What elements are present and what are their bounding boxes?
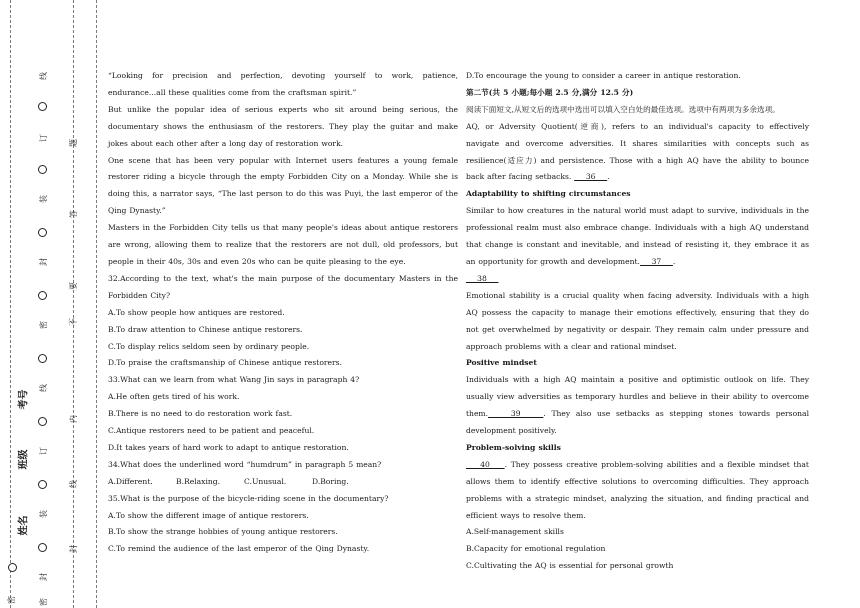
text: D.To praise the craftsmanship of Chinese antique restorers. (108, 358, 342, 368)
margin-seal-char: 密 (39, 598, 48, 606)
text: B.To draw attention to Chinese antique restorers. (108, 324, 303, 334)
text: AQ, or Adversity Quotient(逆商), refers to an individual's capacity to effectively navigate and overcome adversities. It shares similarities with concepts such as resilience(适应力) and persistence. Those with a high AQ have the ability to bounce back after facing setbacks. (466, 121, 809, 182)
text-line (108, 305, 458, 322)
text: . They possess creative problem-solving abilities and a flexible mindset that allows them to identify effective solutions to overcoming difficulties. They approach problems with a strategic mindset, analyzing the situation, and finding practical and efficient ways to resolve them. (466, 459, 809, 520)
text-line (108, 541, 458, 558)
text-line (108, 423, 458, 440)
text: 第二节(共 5 小题;每小题 2.5 分,满分 12.5 分) (466, 87, 634, 97)
binding-circle (38, 354, 47, 363)
text: C.Cultivating the AQ is essential for personal growth (466, 561, 674, 571)
text: C.To display relics seldom seen by ordinary people. (108, 341, 310, 351)
text-line (108, 271, 458, 305)
margin-warning-char: 不 (69, 318, 78, 326)
text-line (466, 440, 809, 457)
text-line (108, 508, 458, 525)
answer-blank: 36 (574, 172, 608, 182)
text-line (466, 119, 809, 187)
margin-warning-char: 封 (69, 545, 78, 553)
text-line (108, 524, 458, 541)
text: A.He often gets tired of his work. (108, 392, 240, 402)
text-line (466, 541, 809, 558)
text-line (108, 102, 458, 153)
text: B.To show the strange hobbies of young antique restorers. (108, 527, 338, 537)
text: But unlike the popular idea of serious experts who sit around being serious, the documentary shows the enthusiasm of the restorers. They play the guitar and make jokes about each other after a long day of restoration work. (108, 104, 458, 148)
margin-seal-char: 封 (39, 573, 48, 581)
margin-seal-char: 线 (39, 72, 48, 80)
margin-seal-char: 线 (39, 384, 48, 392)
text-line (466, 203, 809, 271)
text-line (466, 288, 809, 356)
text-line (108, 406, 458, 423)
text: A.Self-management skills (466, 527, 564, 537)
text-line (108, 339, 458, 356)
text: “Looking for precision and perfection, devoting yourself to work, patience, endurance...all these qualities come from the craftsman spirit.” (108, 71, 458, 97)
text-line (108, 153, 458, 221)
text: D.To encourage the young to consider a career in antique restoration. (466, 71, 741, 80)
margin-warning-char: 题 (69, 139, 78, 147)
binding-circle (38, 543, 47, 552)
binding-circle (38, 480, 47, 489)
text: D.It takes years of hard work to adapt to antique restoration. (108, 442, 349, 452)
margin-seal-char: 订 (39, 447, 48, 455)
binding-circle (8, 563, 17, 572)
text: 34.What does the underlined word “humdrum” in paragraph 5 mean? (108, 459, 382, 469)
text: 35.What is the purpose of the bicycle-riding scene in the documentary? (108, 493, 389, 503)
text: Masters in the Forbidden City tells us that many people's ideas about antique restorers are wrong, allowing them to realize that the restorers are not dull, old professors, but people in their 40s, 30s and even 20s who can be quite pleasing to the eye. (108, 223, 458, 266)
text-line (108, 372, 458, 389)
margin-seal-char: 装 (39, 510, 48, 518)
margin-warning-char: 内 (69, 415, 78, 423)
text: C.Antique restorers need to be patient and peaceful. (108, 426, 315, 436)
text-line (466, 372, 809, 440)
option: A.Different. (108, 476, 153, 486)
text: 33.What can we learn from what Wang Jin says in paragraph 4? (108, 375, 360, 385)
margin-warning-char: 答 (69, 210, 78, 218)
binding-margin (0, 0, 104, 608)
text-line (466, 355, 809, 372)
text-line (466, 102, 809, 119)
text: C.To remind the audience of the last emperor of the Qing Dynasty. (108, 544, 370, 554)
margin-warning-char: 线 (69, 480, 78, 488)
left-column (108, 68, 458, 558)
text: 32.According to the text, what's the main purpose of the documentary Masters in the Forbidden City? (108, 273, 458, 300)
answer-blank: 40 (466, 459, 505, 469)
text-line (108, 322, 458, 339)
option: D.Boring. (312, 476, 349, 486)
text-line (466, 68, 809, 85)
text: . They also use setbacks as stepping stones towards personal development positively. (466, 409, 810, 436)
text-line (466, 271, 809, 288)
student-info-label: 姓名 (18, 515, 30, 536)
margin-warning-char: 要 (69, 282, 78, 290)
option: C.Unusual. (244, 476, 287, 486)
text-line (108, 491, 458, 508)
binding-circle (38, 417, 47, 426)
margin-seal-char: 密 (39, 321, 48, 329)
text-line (466, 85, 809, 102)
answer-blank: 38 (466, 273, 499, 283)
text-line (108, 389, 458, 406)
text: A.To show the different image of antique restorers. (108, 510, 309, 520)
student-info-label: 班级 (18, 449, 30, 470)
text-line (108, 68, 458, 102)
text: Adaptability to shifting circumstances (466, 189, 631, 199)
text: B.Capacity for emotional regulation (466, 544, 606, 554)
margin-seal-char: 装 (39, 195, 48, 203)
text: One scene that has been very popular with Internet users features a young female restorer riding a bicycle through the empty Forbidden City on a Monday. While she is doing this, a narrator says, “The last person to do this was Puyi, the last emperor of the Qing Dynasty.” (108, 155, 458, 216)
answer-blank: 39 (488, 409, 544, 419)
option-row (108, 474, 458, 491)
text: B.There is no need to do restoration work fast. (108, 409, 293, 419)
text: Emotional stability is a crucial quality when facing adversity. Individuals with a high AQ possess the capacity to manage their emotions effectively, ensuring that they do not get overwhelmed by negativity or despair. They remain calm under pressure and approach problems with a clear and rational mindset. (466, 290, 809, 351)
text: Problem-solving skills (466, 442, 561, 452)
text-line (466, 186, 809, 203)
binding-circle (38, 291, 47, 300)
text-line (108, 355, 458, 372)
margin-seal-char: 封 (39, 258, 48, 266)
binding-circle (38, 102, 47, 111)
right-column (466, 68, 809, 575)
text: 阅读下面短文,从短文后的选项中选出可以填入空白处的最佳选项。选项中有两项为多余选项。 (466, 104, 780, 114)
text-line (108, 440, 458, 457)
text-line (466, 524, 809, 541)
text: Individuals with a high AQ maintain a positive and optimistic outlook on life. They usually view adversities as temporary hurdles and believe in their ability to overcome them. (466, 375, 809, 419)
text: . (607, 172, 610, 182)
text: . (672, 256, 676, 266)
margin-seal-char: 密 (7, 596, 16, 604)
option: B.Relaxing. (176, 476, 221, 486)
text: Positive mindset (466, 358, 537, 368)
text-line (108, 457, 458, 474)
binding-circle (38, 228, 47, 237)
answer-blank: 37 (639, 256, 673, 266)
text: Similar to how creatures in the natural world must adapt to survive, individuals in the professional realm must also embrace change. Individuals with a high AQ understand that change is constant and inevitable, and instead of resisting it, they embrace it as an opportunity for growth and development. (466, 206, 809, 266)
student-info-label: 考号 (18, 389, 30, 410)
binding-circle (38, 165, 47, 174)
text-line (466, 457, 809, 525)
text-line (466, 558, 809, 575)
margin-seal-char: 订 (39, 134, 48, 142)
text-line (108, 220, 458, 271)
text: A.To show people how antiques are restored. (108, 307, 285, 317)
